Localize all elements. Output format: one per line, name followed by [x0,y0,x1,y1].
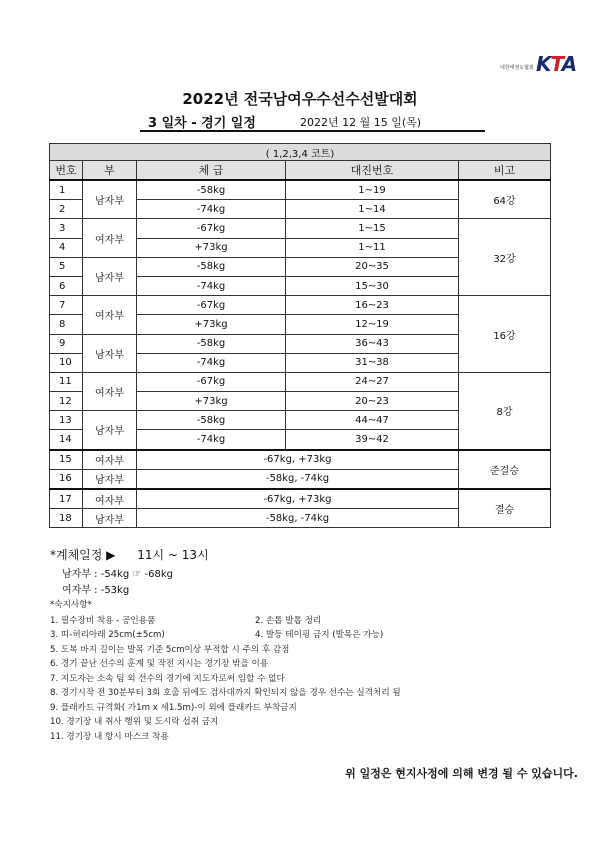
row-number: 7 [50,296,83,315]
row-division: 남자부 [83,469,137,489]
row-number: 18 [50,509,83,528]
row-weight: -58kg [137,411,286,430]
note-item: 9. 플래카드 규격화( 가1m x 세1.5m)-이 외에 플래카드 부착금지 [50,703,297,713]
row-weight: -74kg [137,276,286,295]
row-weight: -74kg [137,430,286,450]
row-number: 11 [50,372,83,391]
schedule-table [49,143,551,528]
row-number: 9 [50,334,83,353]
row-number: 8 [50,315,83,334]
row-note: 결승 [459,489,551,528]
row-bracket: 1~11 [286,238,459,257]
row-bracket: 16~23 [286,296,459,315]
row-weight: -58kg [137,180,286,200]
table-row [50,219,551,238]
row-weight: -67kg [137,219,286,238]
subtitle [140,112,485,132]
page-title: 2022년 전국남여우수선수선발대회 [182,90,418,108]
row-number: 14 [50,430,83,450]
row-number: 15 [50,450,83,470]
row-weight: -58kg [137,334,286,353]
note-item: 6. 경기 끝난 선수의 훈계 및 작전 지시는 경기장 밖을 이용 [50,659,269,669]
note-item: 1. 필수장비 착용 - 공인용품 [50,616,156,626]
row-number: 3 [50,219,83,238]
row-weight: -74kg [137,353,286,372]
row-division: 여자부 [83,489,137,509]
weigh-in-male: 남자부 : -54kg ☞ -68kg [62,569,173,580]
row-number: 2 [50,200,83,219]
row-bracket: 36~43 [286,334,459,353]
row-weight: +73kg [137,315,286,334]
table-row [50,450,551,470]
row-number: 4 [50,238,83,257]
row-weight: +73kg [137,238,286,257]
weigh-in-label: *계체일정 ▶ [50,548,116,562]
footer-notice: 위 일정은 현지사정에 의해 변경 될 수 있습니다. [345,767,578,780]
table-row [50,372,551,391]
row-note: 32강 [459,219,551,296]
row-number: 5 [50,257,83,276]
row-weight: -67kg [137,296,286,315]
row-bracket: 12~19 [286,315,459,334]
row-number: 6 [50,276,83,295]
note-item: 11. 경기장 내 항시 마스크 착용 [50,732,169,742]
row-number: 17 [50,489,83,509]
header-note: 비고 [459,161,551,181]
row-division: 남자부 [83,180,137,219]
row-division: 여자부 [83,219,137,257]
row-weights-merged: -67kg, +73kg [137,450,459,470]
row-weight: -58kg [137,257,286,276]
notes-heading: *숙지사항* [50,600,92,610]
row-bracket: 39~42 [286,430,459,450]
row-number: 16 [50,469,83,489]
row-division: 남자부 [83,334,137,372]
header-division: 부 [83,161,137,181]
table-row [50,489,551,509]
row-bracket: 20~35 [286,257,459,276]
row-number: 10 [50,353,83,372]
subtitle-date: 2022년 12 월 15 일(목) [300,116,422,129]
row-note: 8강 [459,372,551,449]
row-number: 1 [50,180,83,200]
row-note: 준결승 [459,450,551,489]
row-weights-merged: -67kg, +73kg [137,489,459,509]
header-number: 번호 [50,161,83,181]
note-item: 7. 지도자는 소속 팀 외 선수의 경기에 지도자로써 임할 수 없다 [50,674,285,684]
note-item: 5. 도복 바지 길이는 발목 기준 5cm이상 부적합 시 주의 후 감점 [50,645,290,655]
row-division: 남자부 [83,411,137,450]
row-bracket: 1~15 [286,219,459,238]
note-item: 8. 경기시작 전 30분부터 3회 호출 뒤에도 검사대까지 확인되지 않을 경우 선수는 실격처리 됨 [50,688,401,698]
weigh-in-time: 11시 ~ 13시 [137,548,209,562]
row-bracket: 15~30 [286,276,459,295]
row-bracket: 1~19 [286,180,459,200]
weigh-in-schedule [50,546,209,563]
subtitle-day: 3 일차 - 경기 일정 [148,116,256,131]
note-item: 3. 띠-허리아래 25cm(±5cm) [50,630,165,640]
table-row [50,180,551,200]
header-bracket: 대진번호 [286,161,459,181]
note-item: 10. 경기장 내 취사 행위 및 도시락 섭취 금지 [50,717,219,727]
logo-caption: 대한태권도협회 [500,65,534,71]
row-weight: +73kg [137,392,286,411]
row-weight: -74kg [137,200,286,219]
row-bracket: 1~14 [286,200,459,219]
row-weights-merged: -58kg, -74kg [137,469,459,489]
row-number: 12 [50,392,83,411]
row-bracket: 24~27 [286,372,459,391]
row-division: 남자부 [83,257,137,295]
row-division: 여자부 [83,450,137,470]
row-note: 64강 [459,180,551,219]
row-number: 13 [50,411,83,430]
row-bracket: 31~38 [286,353,459,372]
note-item: 2. 손톱 발톱 정리 [255,616,322,626]
header-weight: 체 급 [137,161,286,181]
kta-logo [500,52,580,76]
row-bracket: 20~23 [286,392,459,411]
row-weights-merged: -58kg, -74kg [137,509,459,528]
row-weight: -67kg [137,372,286,391]
logo-mark: KTA [536,52,577,76]
row-division: 여자부 [83,296,137,334]
row-division: 여자부 [83,372,137,410]
row-bracket: 44~47 [286,411,459,430]
row-note: 16강 [459,296,551,373]
note-item: 4. 발등 테이핑 금지 (발목은 가능) [255,630,384,640]
weigh-in-female: 여자부 : -53kg [62,585,130,596]
row-division: 남자부 [83,509,137,528]
court-label: ( 1,2,3,4 코트) [50,144,551,161]
table-row [50,296,551,315]
